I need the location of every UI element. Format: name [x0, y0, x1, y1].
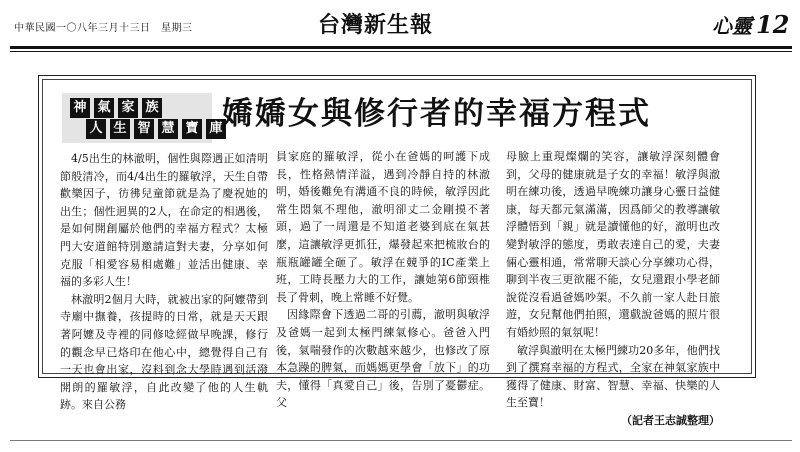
tag-char: 智 — [134, 119, 154, 139]
paragraph: 因緣際會下透過二哥的引薦，澈明與敏浮及爸媽一起到太極門練氣修心。爸爸入門後，氣喘發作的次數越來越少，也修改了原本急躁的脾氣，而媽媽更學會「放下」的功夫，懂得「真愛自己」後，告別了憂鬱症。父 — [276, 308, 490, 410]
tag-char: 人 — [86, 119, 106, 139]
tag-char: 寶 — [182, 119, 202, 139]
article-column-2 — [276, 148, 490, 412]
footer-rule — [10, 440, 792, 441]
tag-char: 庫 — [206, 119, 226, 139]
paragraph: 4/5出生的林澈明，個性與際遇正如清明節般清冷，而4/4出生的羅敏浮，天生自帶歡樂因子，彷彿兒童節就是為了慶祝她的出生；個性迥異的2人，在命定的相遇後，是如何開創屬於他們的幸福方程式？太極門大安道館特別邀請這對夫妻，分享如何克服「相愛容易相處難」並活出健康、幸福的多彩人生！ — [60, 152, 268, 289]
column-tag-line-1 — [70, 98, 162, 118]
article-column-1 — [60, 150, 268, 414]
column-tag-line-2 — [86, 119, 226, 139]
byline: （記者王志誠整理） — [621, 413, 720, 427]
article-headline: 嬌嬌女與修行者的幸福方程式 — [222, 96, 651, 132]
tag-char: 慧 — [158, 119, 178, 139]
publication-date: 中華民國一〇八年三月十三日 星期三 — [14, 23, 193, 34]
masthead-rule-thick — [10, 46, 792, 49]
section-name: 心靈 — [712, 14, 752, 38]
masthead-rule-thin — [10, 51, 792, 52]
paragraph: 敏浮與澈明在太極門練功20多年，他們找到了撰寫幸福的方程式，全家在神氣家族中獲得了健康、財富、智慧、幸福、快樂的人生至寶！ — [506, 343, 720, 410]
paragraph: 林澈明2個月大時，就被出家的阿嬤帶到寺廟中撫養，孩提時的日常，就是天天跟著阿嬤及寺裡的同修唸經做早晚課，修行的觀念早已烙印在他心中，總覺得自己有一天也會出家，沒料到念大學時遇到活潑開朗的羅敏浮，自此改變了他的人生軌跡。來自公務 — [60, 292, 268, 412]
tag-char: 族 — [142, 98, 162, 118]
section-header — [712, 10, 789, 39]
page-number: 12 — [756, 10, 790, 39]
article-column-3 — [506, 148, 720, 430]
tag-char: 神 — [70, 98, 90, 118]
paragraph: 母臉上重現燦爛的笑容，讓敏浮深刻體會到，父母的健康就是子女的幸福！敏浮與澈明在練功後，透過早晚練功讓身心靈日益健康，每天都元氣滿滿，因爲師父的教導讓敏浮體悟到「親」就是讀懂他的好，澈明也改變對敏浮的態度，勇敢表達自己的愛，夫妻倆心靈相通，常常聊天談心分享練功心得，聊到半夜三更欲罷不能，女兒還跟小學老師說從沒看過爸媽吵架。不久前一家人赴日旅遊，女兒幫他們拍照，還戲說爸媽的照片很有婚紗照的氣氛呢！ — [506, 150, 720, 339]
paragraph: 員家庭的羅敏浮，從小在爸媽的呵護下成長，性格熱情洋溢，遇到冷靜自持的林澈明，婚後難免有溝通不良的時候，敏浮因此常生悶氣不理他，澈明卻丈二金剛摸不著頭，過了一周還是不知道老婆到底在氣甚麼，這讓敏浮更抓狂，爆發起來把梳妝台的瓶瓶罐罐全砸了。敏浮在競爭的IC產業上班，工時長壓力大的工作，讓她第6節頸椎長了骨刺，晚上常睡不好覺。 — [276, 150, 490, 304]
tag-char: 生 — [110, 119, 130, 139]
masthead — [0, 0, 800, 60]
newspaper-name: 台灣新生報 — [318, 12, 434, 38]
column-tag — [62, 93, 223, 143]
tag-char: 家 — [118, 98, 138, 118]
tag-char: 氣 — [94, 98, 114, 118]
